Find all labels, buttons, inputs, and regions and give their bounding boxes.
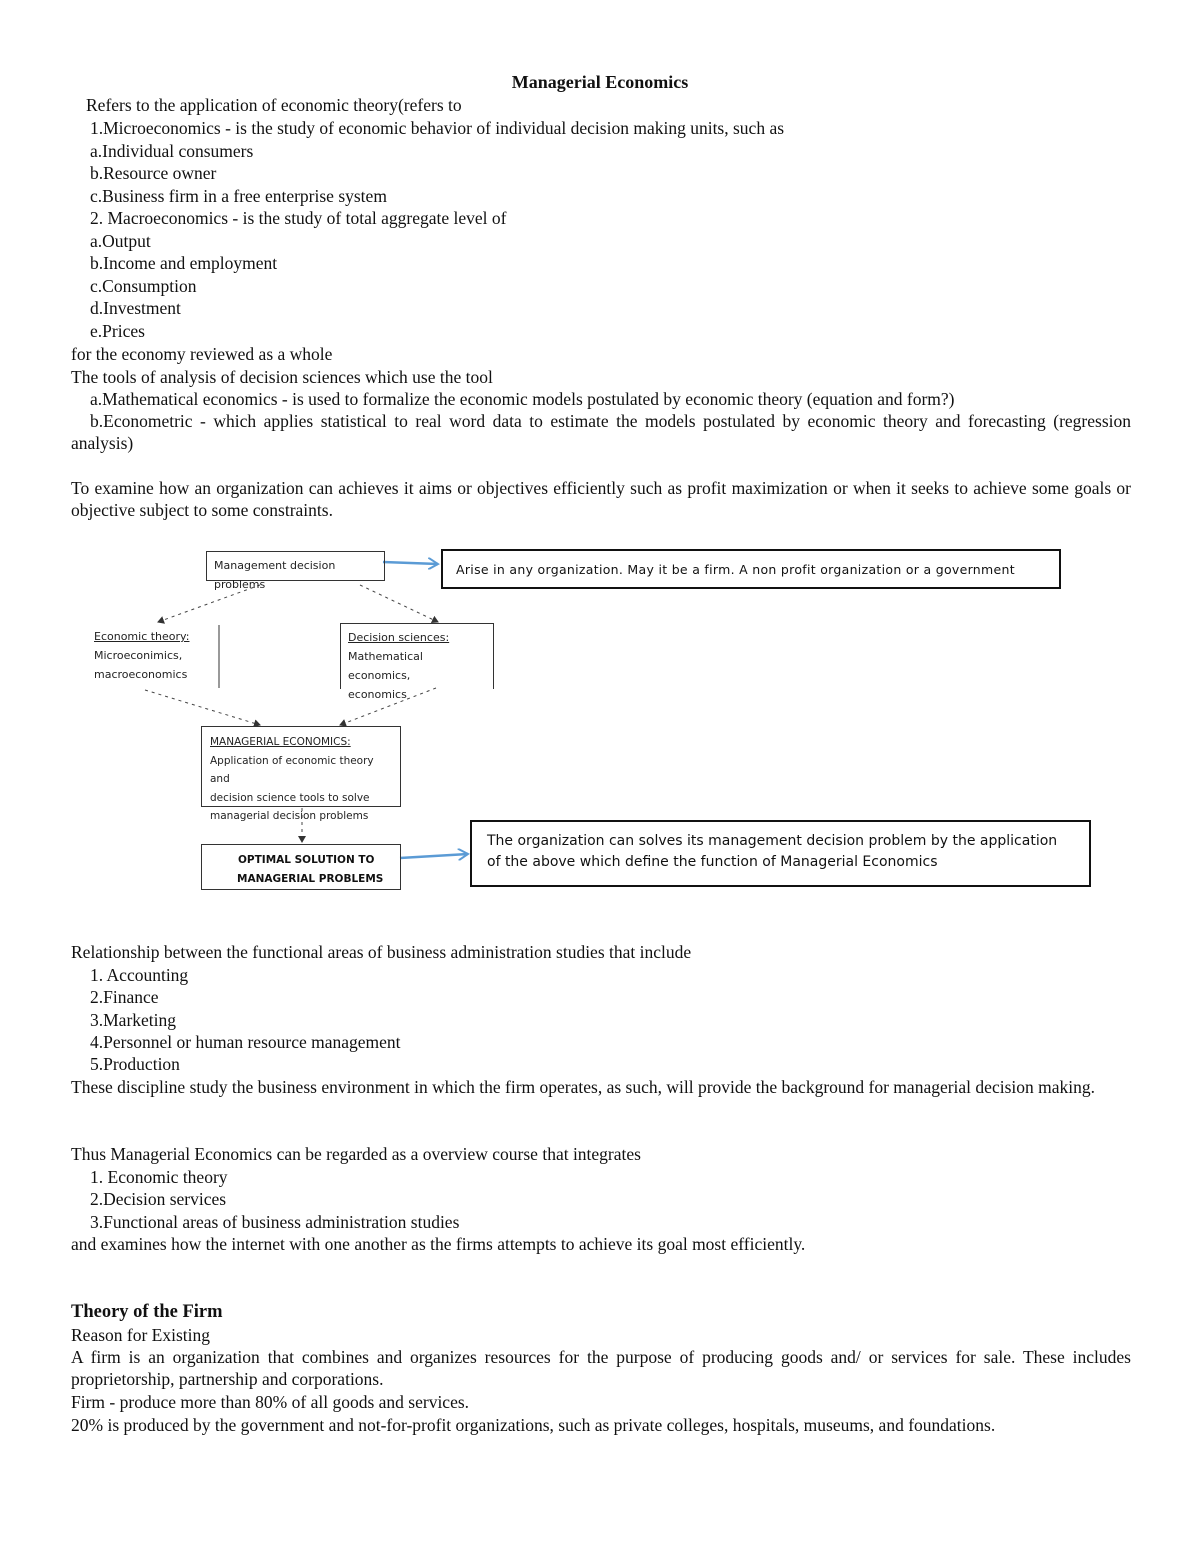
opt-line: MANAGERIAL PROBLEMS: [237, 872, 384, 885]
list-item: a.Individual consumers: [90, 141, 254, 161]
list-item: 3.Functional areas of business administration studies: [90, 1212, 460, 1232]
economic-theory-block: [94, 627, 219, 687]
relationship-paragraph: These discipline study the business environment in which the firm operates, as such, will provide the background for managerial decision making.: [71, 1077, 1095, 1097]
list-item: 2.Decision services: [90, 1189, 227, 1209]
economy-whole-text: for the economy reviewed as a whole: [71, 344, 333, 364]
optimal-solution-box: [201, 844, 401, 890]
dec-line: Mathematical economics,: [348, 650, 423, 682]
arrow-mdp-to-arise: [383, 562, 438, 564]
opt-line: OPTIMAL SOLUTION TO: [238, 854, 375, 866]
list-item: 1. Economic theory: [90, 1167, 228, 1187]
list-item: a.Output: [90, 231, 151, 251]
integrates-heading: Thus Managerial Economics can be regarded as a overview course that integrates: [71, 1144, 641, 1164]
me-line: decision science tools to solve: [210, 791, 370, 804]
list-item: d.Investment: [90, 298, 181, 318]
decision-sciences-box: [340, 623, 494, 701]
firm-twenty: 20% is produced by the government and not-for-profit organizations, such as private colleges, hospitals, museums, and foundations.: [71, 1415, 996, 1435]
arrow-mdp-to-dec: [360, 585, 438, 622]
tools-econometric: b.Econometric - which applies statistical to real word data to estimate the models postulated by economic theory and forecasting (regression analysis): [71, 411, 1131, 453]
econ-line: macroeconomics: [94, 668, 188, 681]
list-item: 1. Accounting: [90, 965, 189, 985]
org-line: The organization can solves its management decision problem by the application: [487, 833, 1058, 849]
organization-box: [470, 820, 1091, 887]
mdp-label: Management decision problems: [214, 559, 336, 591]
list-item: b.Resource owner: [90, 163, 217, 183]
macro-heading: 2. Macroeconomics - is the study of total aggregate level of: [90, 208, 507, 228]
me-line: Application of economic theory and: [210, 754, 374, 785]
mdp-box: [206, 551, 385, 591]
list-item: 2.Finance: [90, 987, 159, 1007]
page-title: Managerial Economics: [511, 72, 689, 92]
micro-heading: 1.Microeconomics - is the study of economic behavior of individual decision making units, such as: [90, 118, 785, 138]
list-item: c.Business firm in a free enterprise system: [90, 186, 387, 206]
firm-definition: A firm is an organization that combines and organizes resources for the purpose of producing goods and/ or services for sale. These includes proprietorship, partnership and corporations.: [71, 1347, 1131, 1389]
examine-paragraph: To examine how an organization can achieves it aims or objectives efficiently such as profit maximization or when it seeks to achieve some goals or objective subject to some constraints.: [71, 478, 1131, 520]
list-item: c.Consumption: [90, 276, 197, 296]
arise-label: Arise in any organization. May it be a firm. A non profit organization or a government: [456, 562, 1015, 577]
tools-math: a.Mathematical economics - is used to formalize the economic models postulated by economic theory (equation and form?): [90, 389, 955, 409]
list-item: 4.Personnel or human resource management: [90, 1032, 401, 1052]
list-item: e.Prices: [90, 321, 145, 341]
relationship-heading: Relationship between the functional areas of business administration studies that include: [71, 942, 692, 962]
dec-title: Decision sciences:: [348, 631, 450, 644]
firm-produce: Firm - produce more than 80% of all goods and services.: [71, 1392, 470, 1412]
list-item: b.Income and employment: [90, 253, 278, 273]
arrow-econ-to-me: [145, 690, 260, 725]
intro-text: Refers to the application of economic theory(refers to: [86, 95, 462, 115]
firm-heading: Theory of the Firm: [71, 1302, 223, 1322]
arrow-opt-to-org: [400, 854, 468, 858]
managerial-economics-box: [201, 726, 401, 822]
tools-heading: The tools of analysis of decision sciences which use the tool: [71, 367, 493, 387]
integrates-paragraph: and examines how the internet with one another as the firms attempts to achieve its goal most efficiently.: [71, 1234, 806, 1254]
firm-reason: Reason for Existing: [71, 1325, 211, 1345]
dec-line: economics: [348, 688, 407, 701]
me-title: MANAGERIAL ECONOMICS:: [210, 736, 351, 748]
me-line: managerial decision problems: [210, 810, 369, 822]
org-line: of the above which define the function of Managerial Economics: [487, 854, 938, 870]
list-item: 5.Production: [90, 1054, 180, 1074]
arise-box: [441, 549, 1061, 589]
list-item: 3.Marketing: [90, 1010, 177, 1030]
econ-line: Microeconimics,: [94, 649, 183, 662]
econ-title: Economic theory:: [94, 630, 190, 643]
